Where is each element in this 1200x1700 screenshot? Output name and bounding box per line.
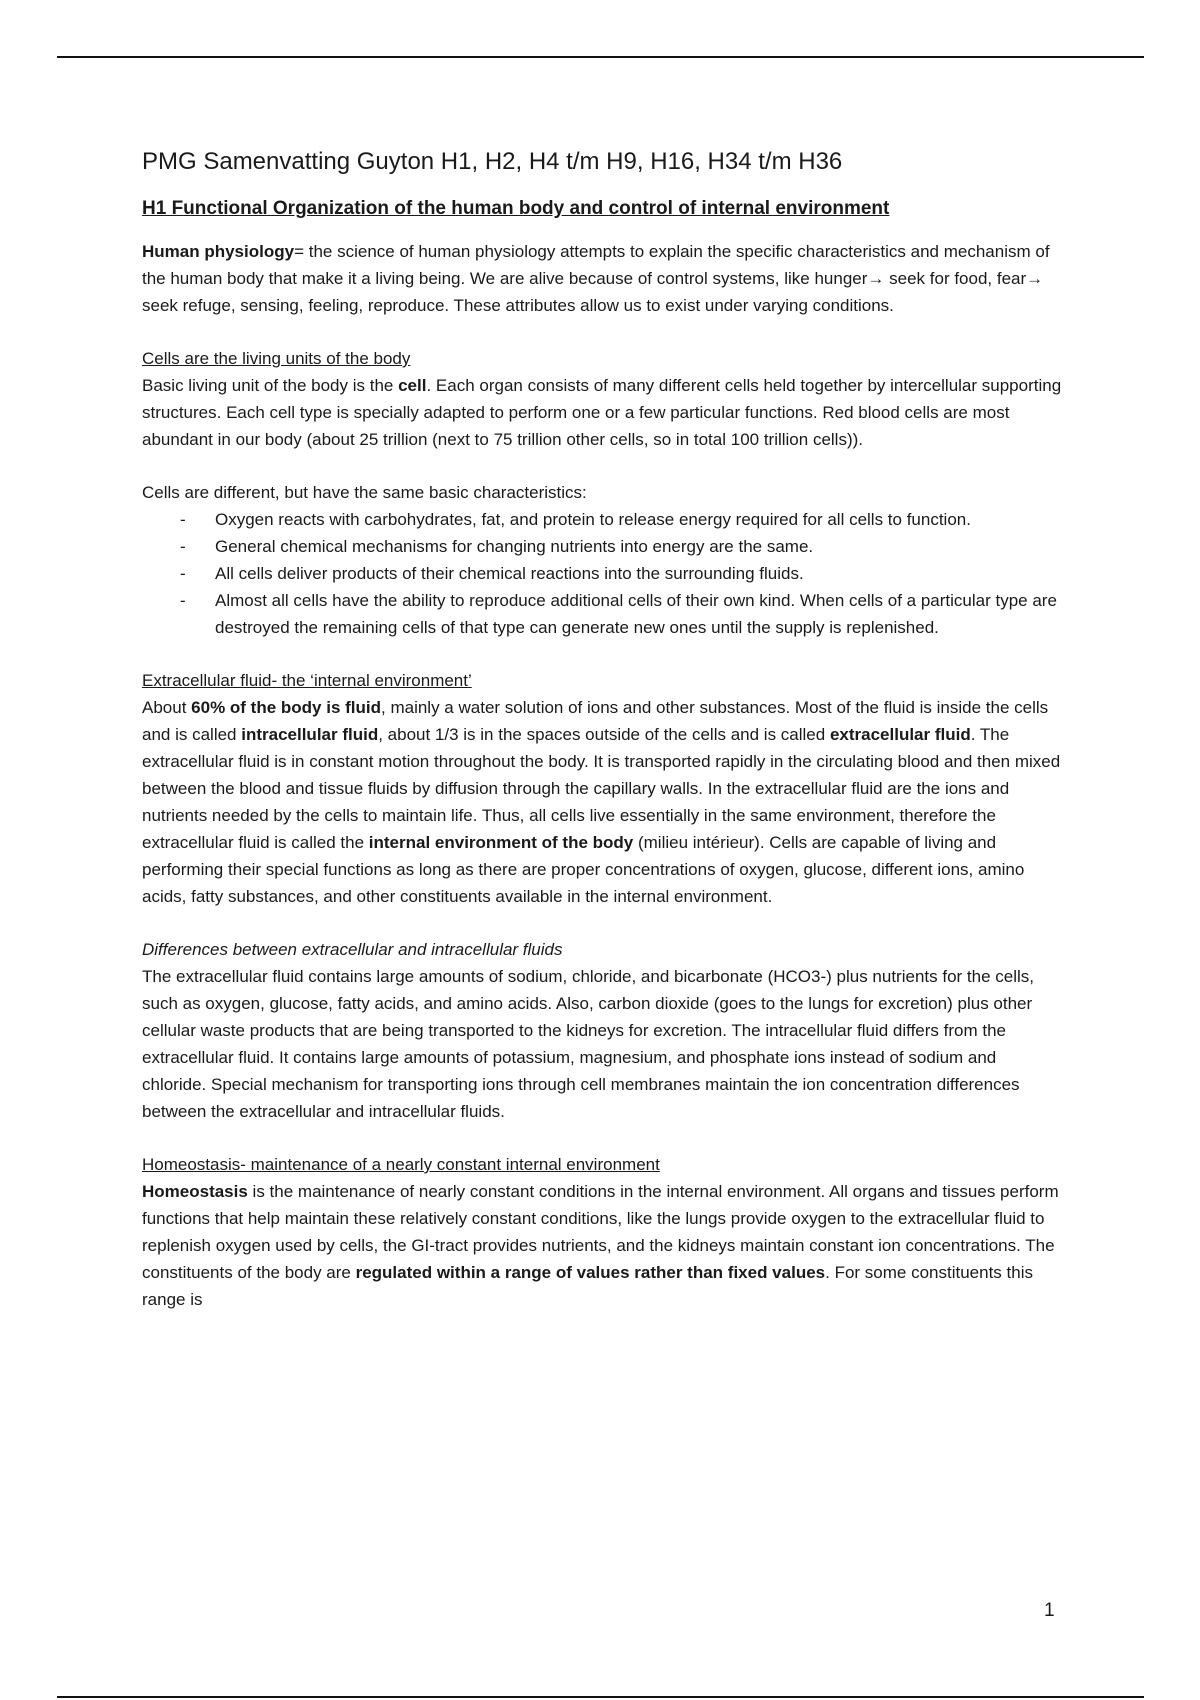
- ecf-bold-4: internal environment of the body: [368, 833, 634, 852]
- list-item: - General chemical mechanisms for changing nutrients into energy are the same.: [142, 533, 1062, 560]
- homeostasis-bold-2: regulated within a range of values rather than fixed values: [355, 1263, 826, 1282]
- cells-heading: Cells are the living units of the body: [142, 349, 411, 368]
- diff-section: [142, 936, 1062, 1125]
- term-cell: cell: [398, 376, 427, 395]
- homeostasis-heading: Homeostasis- maintenance of a nearly constant internal environment: [142, 1155, 660, 1174]
- ecf-text-1: About: [142, 698, 192, 717]
- cells-characteristics-list: [142, 506, 1062, 641]
- ecf-text-3: , about 1/3 is in the spaces outside of the cells and is called: [378, 725, 830, 744]
- ecf-bold-2: intracellular fluid: [241, 725, 379, 744]
- ecf-section: [142, 667, 1062, 910]
- homeostasis-text-2: . For some constituents this range is: [142, 1263, 1033, 1309]
- document-title: PMG Samenvatting Guyton H1, H2, H4 t/m H9, H16, H34 t/m H36: [142, 148, 843, 175]
- ecf-bold-3: extracellular fluid: [829, 725, 971, 744]
- intro-text: = the science of human physiology attempts to explain the specific characteristics and mechanism of the human body that make it a living being. We are alive because of control systems, like hunger→ seek for food, fear→ seek refuge, sensing, feeling, reproduce. These attributes allow us to exist under varying conditions.: [142, 242, 1050, 315]
- list-item: - Almost all cells have the ability to reproduce additional cells of their own kind. When cells of a particular type are destroyed the remaining cells of that type can generate new ones until the supply is replenished.: [142, 587, 1062, 641]
- page-number: 1: [1044, 1600, 1055, 1621]
- top-rule: [57, 56, 1144, 58]
- list-item: - Oxygen reacts with carbohydrates, fat, and protein to release energy required for all cells to function.: [142, 506, 1062, 533]
- ecf-text-4: . The extracellular fluid is in constant motion throughout the body. It is transported rapidly in the circulating blood and then mixed between the blood and tissue fluids by diffusion through the capillary walls. In the extracellular fluid are the ions and nutrients needed by the cells to maintain life. Thus, all cells live essentially in the same environment, therefore the extracellular fluid is called the: [142, 725, 1061, 852]
- homeostasis-text-1: is the maintenance of nearly constant conditions in the internal environment. All organs and tissues perform functions that help maintain these relatively constant conditions, like the lungs provide oxygen to the extracellular fluid to replenish oxygen used by cells, the GI-tract provides nutrients, and the kidneys maintain constant ion concentrations. The constituents of the body are: [142, 1182, 1059, 1282]
- diff-heading: Differences between extracellular and intracellular fluids: [142, 940, 563, 959]
- cells-text-2: . Each organ consists of many different cells held together by intercellular supporting structures. Each cell type is specially adapted to perform one or a few particular functions. Red blood cells are most abundant in our body (about 25 trillion (next to 75 trillion other cells, so in total 100 trillion cells)).: [142, 376, 1062, 449]
- term-human-physiology: Human physiology: [142, 242, 295, 261]
- ecf-text-2: , mainly a water solution of ions and other substances. Most of the fluid is inside the cells and is called: [142, 698, 1049, 744]
- ecf-bold-1: 60% of the body is fluid: [191, 698, 382, 717]
- list-item: - All cells deliver products of their chemical reactions into the surrounding fluids.: [142, 560, 1062, 587]
- cells-list-intro: Cells are different, but have the same basic characteristics:: [142, 483, 587, 502]
- cells-section: [142, 345, 1062, 453]
- bottom-rule: [57, 1696, 1144, 1698]
- document-page: [142, 140, 1062, 1339]
- diff-text: The extracellular fluid contains large amounts of sodium, chloride, and bicarbonate (HCO3-) plus nutrients for the cells, such as oxygen, glucose, fatty acids, and amino acids. Also, carbon dioxide (goes to the lungs for excretion) plus other cellular waste products that are being transported to the kidneys for excretion. The intracellular fluid differs from the extracellular fluid. It contains large amounts of potassium, magnesium, and phosphate ions instead of sodium and chloride. Special mechanism for transporting ions through cell membranes maintain the ion concentration differences between the extracellular and intracellular fluids.: [142, 967, 1034, 1121]
- ecf-text-5: (milieu intérieur). Cells are capable of living and performing their special functions as long as there are proper concentrations of oxygen, glucose, different ions, amino acids, fatty substances, and other constituents available in the internal environment.: [142, 833, 1025, 906]
- ecf-heading: Extracellular fluid- the ‘internal environment’: [142, 671, 472, 690]
- chapter-heading: H1 Functional Organization of the human body and control of internal environment: [142, 198, 890, 219]
- term-homeostasis: Homeostasis: [142, 1182, 248, 1201]
- cells-text-1: Basic living unit of the body is the: [142, 376, 399, 395]
- intro-paragraph: [142, 238, 1062, 319]
- homeostasis-section: [142, 1151, 1062, 1313]
